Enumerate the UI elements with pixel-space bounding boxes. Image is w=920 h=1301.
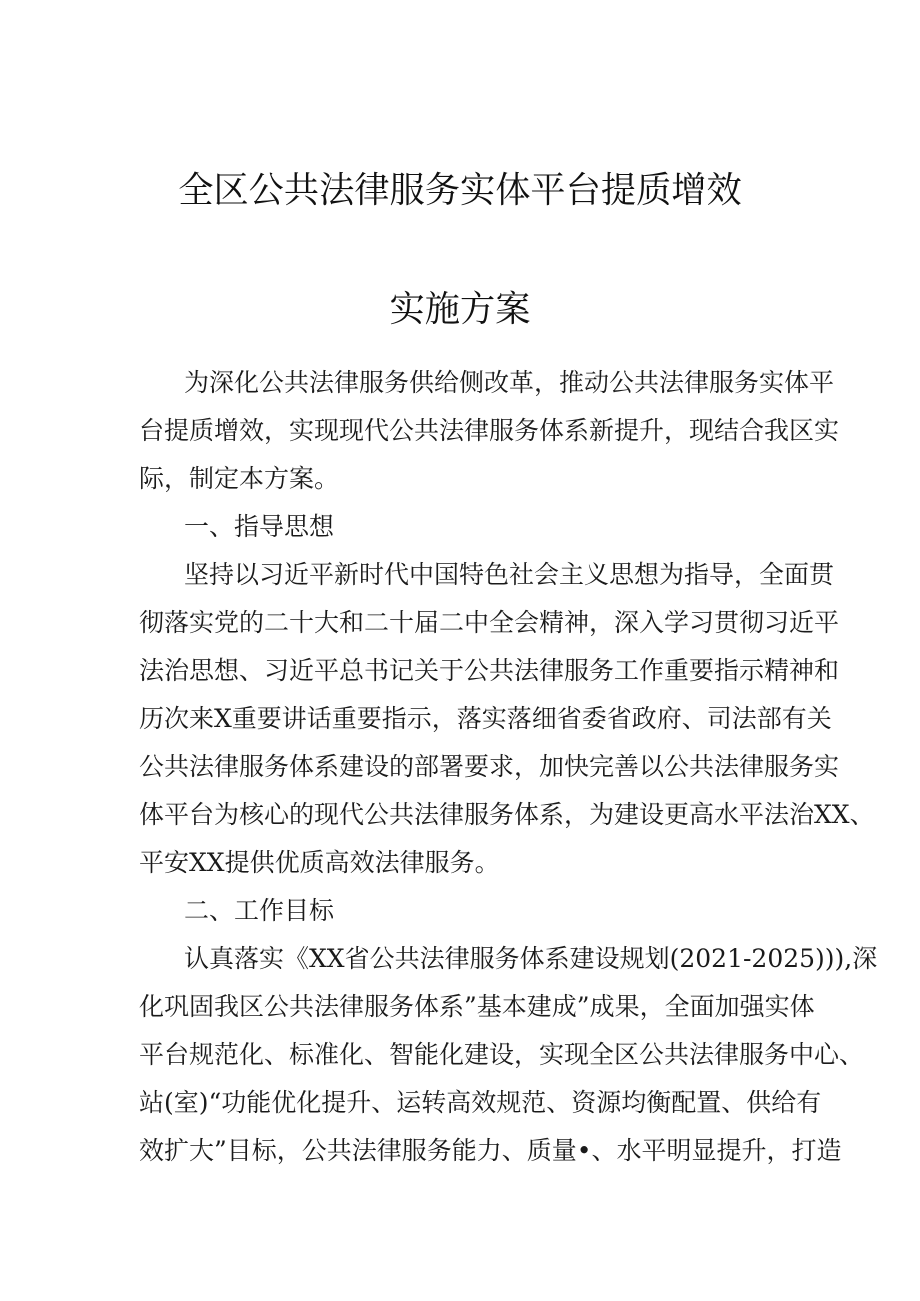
section2-line: 认真落实《XX省公共法律服务体系建设规划(2021-2025))),深	[184, 944, 878, 973]
section-heading-work-goals: 二、工作目标	[184, 896, 335, 925]
section2-line: 化巩固我区公共法律服务体系”基本建成”成果，全面加强实体	[139, 992, 815, 1021]
intro-line: 际，制定本方案。	[139, 464, 340, 493]
intro-line: 台提质增效，实现现代公共法律服务体系新提升，现结合我区实	[139, 416, 840, 445]
section2-line: 效扩大”目标，公共法律服务能力、质量•、水平明显提升，打造	[139, 1136, 842, 1165]
document-title-line-2: 实施方案	[389, 289, 531, 330]
section2-line: 平台规范化、标准化、智能化建设，实现全区公共法律服务中心、	[139, 1040, 865, 1069]
intro-line: 为深化公共法律服务供给侧改革，推动公共法律服务实体平	[184, 368, 835, 397]
section-heading-guiding-ideology: 一、指导思想	[184, 512, 335, 541]
section1-line: 公共法律服务体系建设的部署要求，加快完善以公共法律服务实	[139, 752, 840, 781]
section2-line: 站(室)“功能优化提升、运转高效规范、资源均衡配置、供给有	[139, 1088, 822, 1117]
document-title-line-1: 全区公共法律服务实体平台提质增效	[178, 170, 742, 211]
section1-line: 历次来X重要讲话重要指示，落实落细省委省政府、司法部有关	[139, 704, 832, 733]
section1-line: 平安XX提供优质高效法律服务。	[139, 848, 500, 877]
section1-line: 坚持以习近平新时代中国特色社会主义思想为指导，全面贯	[184, 560, 835, 589]
section1-line: 体平台为核心的现代公共法律服务体系，为建设更高水平法治XX、	[139, 800, 875, 829]
section1-line: 法治思想、习近平总书记关于公共法律服务工作重要指示精神和	[139, 656, 840, 685]
section1-line: 彻落实党的二十大和二十届二中全会精神，深入学习贯彻习近平	[139, 608, 840, 637]
